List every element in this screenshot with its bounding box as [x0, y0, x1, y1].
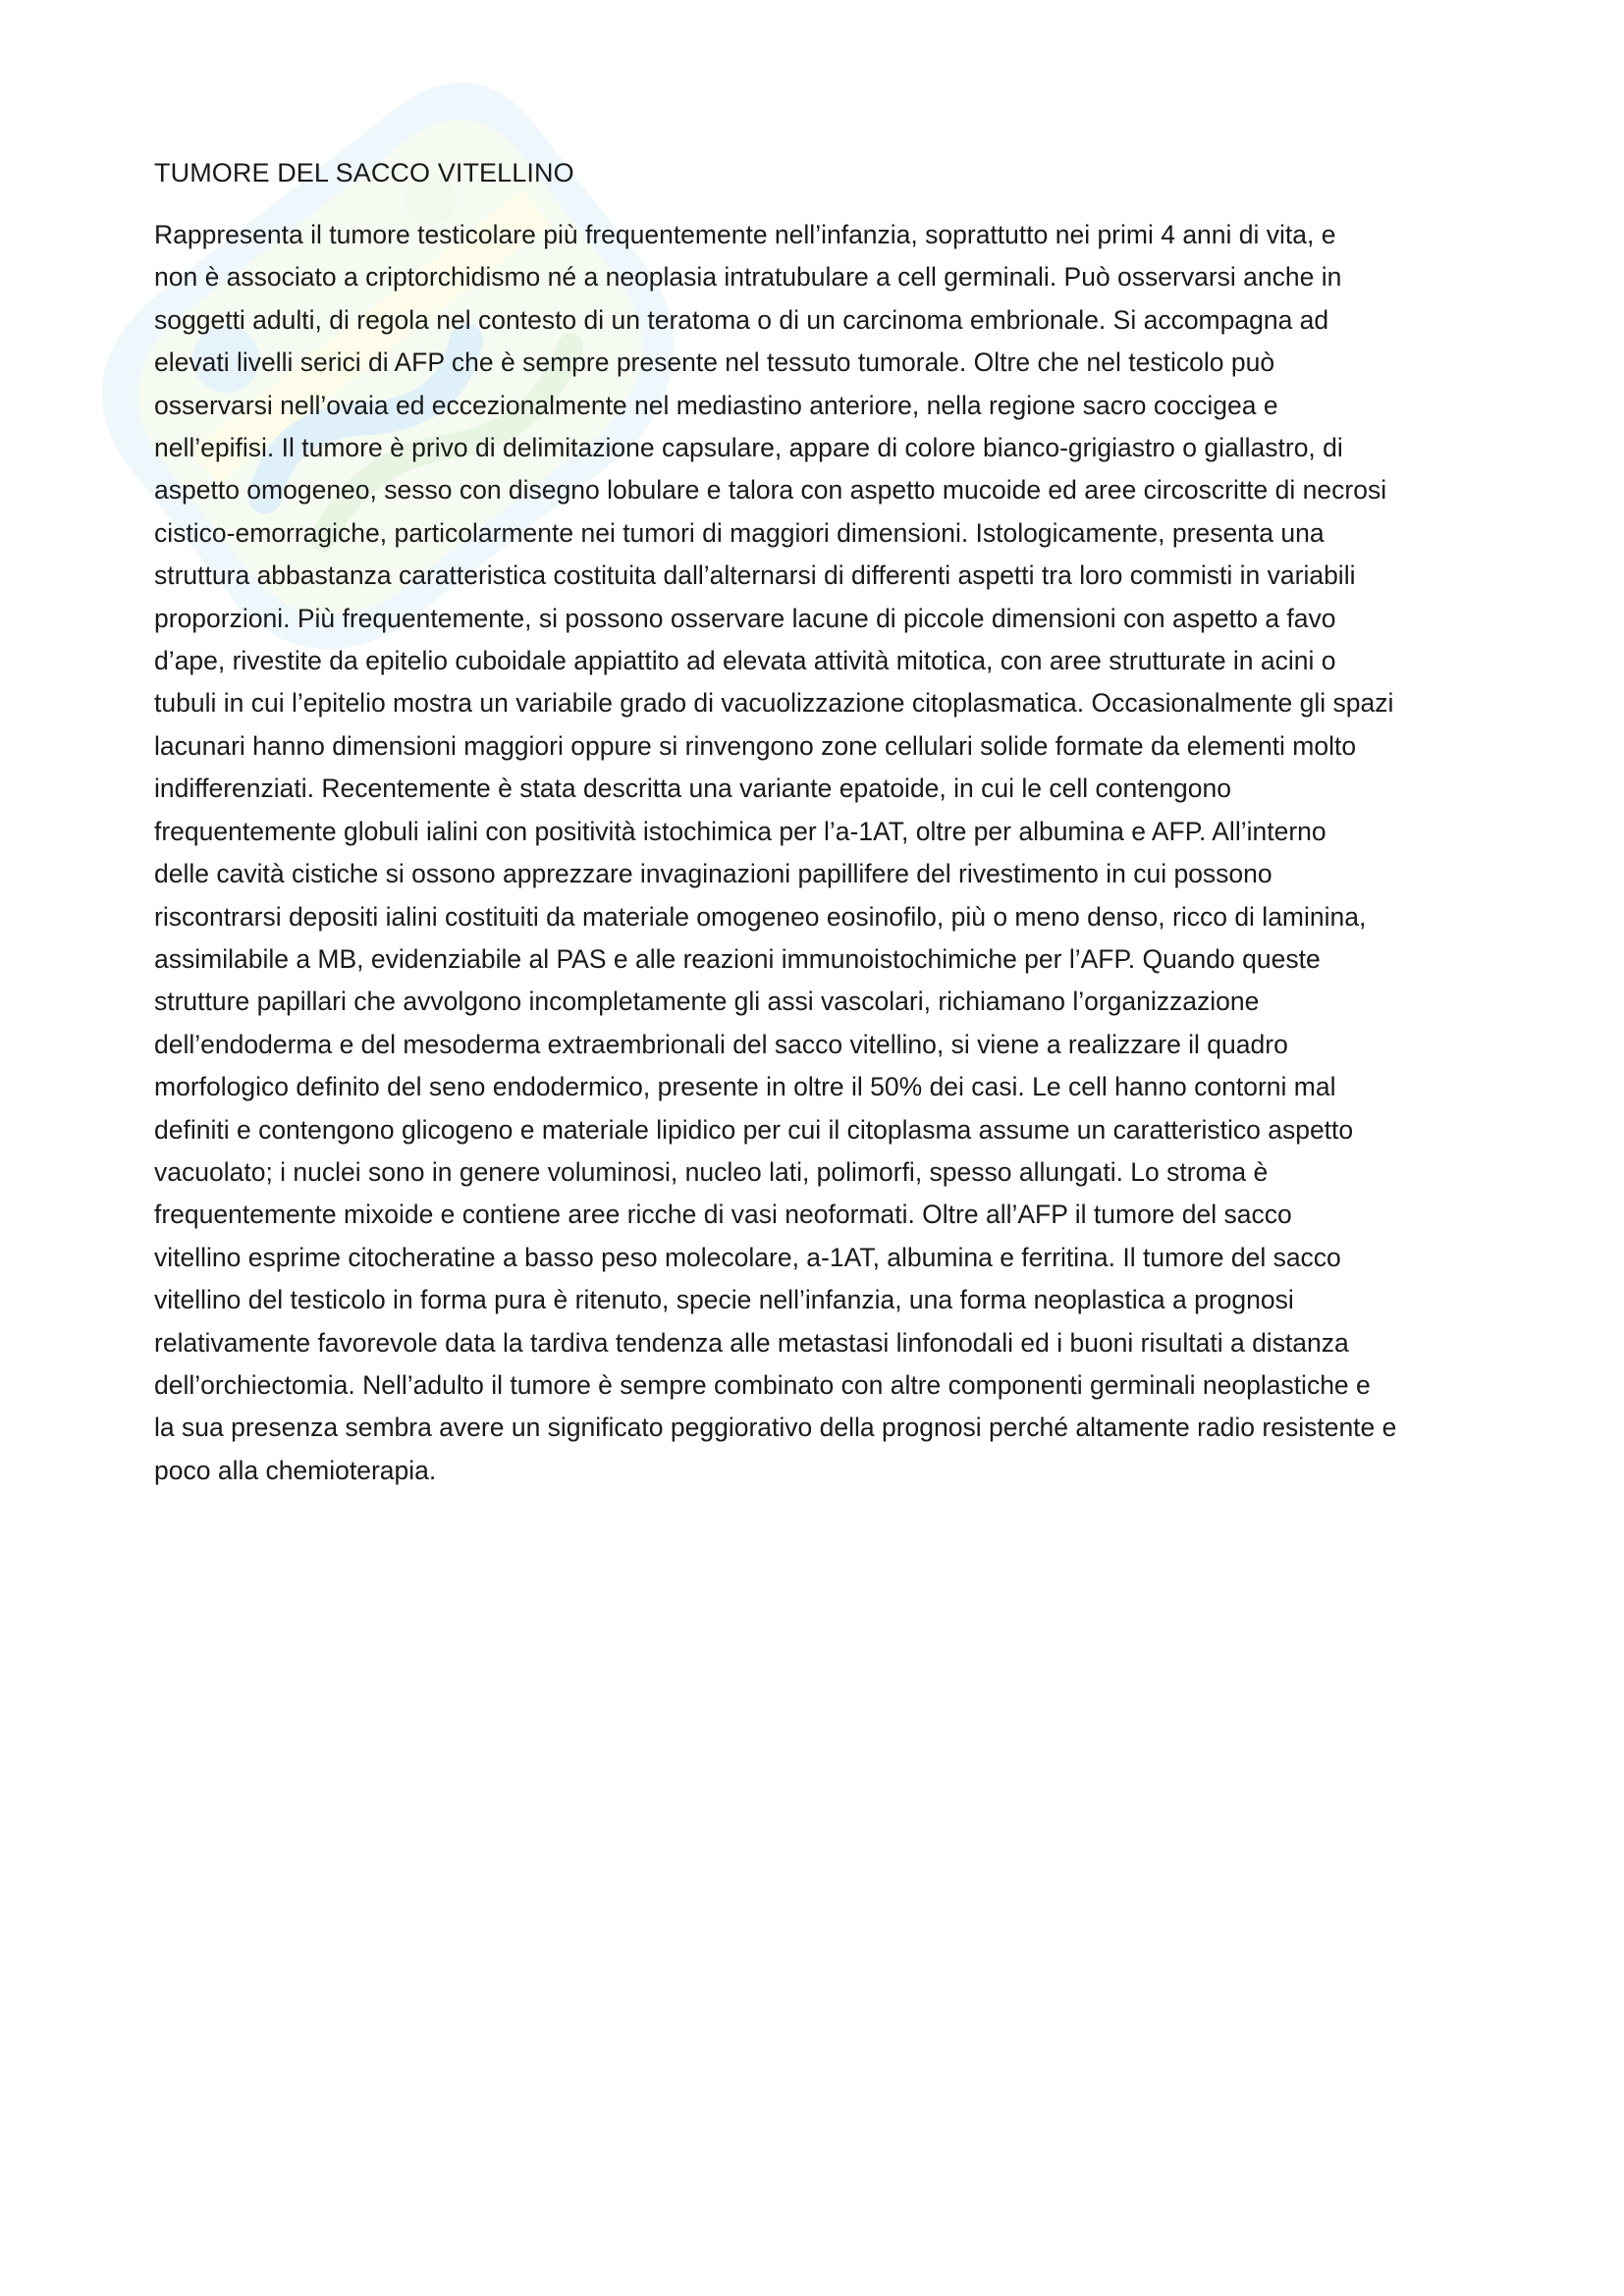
paragraph-line: assimilabile a MB, evidenziabile al PAS e alle reazioni immunoistochimiche per l’AFP. Quando queste	[154, 943, 1321, 974]
paragraph-line: morfologico definito del seno endodermico, presente in oltre il 50% dei casi. Le cell hanno contorni mal	[154, 1072, 1336, 1102]
document-content	[154, 152, 1482, 1492]
paragraph-line: proporzioni. Più frequentemente, si possono osservare lacune di piccole dimensioni con aspetto a favo	[154, 603, 1336, 633]
paragraph-line: Rappresenta il tumore testicolare più frequentemente nell’infanzia, soprattutto nei primi 4 anni di vita, e	[154, 220, 1336, 249]
document-paragraph	[154, 214, 1482, 1492]
paragraph-line: cistico-emorragiche, particolarmente nei tumori di maggiori dimensioni. Istologicamente, presenta una	[154, 517, 1325, 548]
paragraph-line: soggetti adulti, di regola nel contesto di un teratoma o di un carcinoma embrionale. Si accompagna ad	[154, 304, 1329, 335]
paragraph-line: strutture papillari che avvolgono incompletamente gli assi vascolari, richiamano l’organizzazione	[154, 987, 1260, 1017]
document-title: TUMORE DEL SACCO VITELLINO	[154, 158, 574, 187]
paragraph-line: frequentemente mixoide e contiene aree ricche di vasi neoformati. Oltre all’AFP il tumore del sacco	[154, 1200, 1292, 1230]
paragraph-line: vitellino del testicolo in forma pura è ritenuto, specie nell’infanzia, una forma neoplastica a prognosi	[154, 1285, 1294, 1315]
paragraph-line: tubuli in cui l’epitelio mostra un variabile grado di vacuolizzazione citoplasmatica. Occasionalmente gli spazi	[154, 688, 1394, 719]
paragraph-line: osservarsi nell’ovaia ed eccezionalmente nel mediastino anteriore, nella regione sacro coccigea e	[154, 390, 1278, 420]
paragraph-line: indifferenziati. Recentemente è stata descritta una variante epatoide, in cui le cell contengono	[154, 774, 1232, 804]
paragraph-line: dell’endoderma e del mesoderma extraembrionali del sacco vitellino, si viene a realizzare il quadro	[154, 1029, 1288, 1059]
paragraph-line: definiti e contengono glicogeno e materiale lipidico per cui il citoplasma assume un caratteristico aspetto	[154, 1114, 1354, 1145]
paragraph-line: riscontrarsi depositi ialini costituiti da materiale omogeneo eosinofilo, più o meno denso, ricco di laminina,	[154, 901, 1367, 932]
paragraph-line: vacuolato; i nuclei sono in genere voluminosi, nucleo lati, polimorfi, spesso allungati. Lo stroma è	[154, 1156, 1269, 1187]
paragraph-line: nell’epifisi. Il tumore è privo di delimitazione capsulare, appare di colore bianco-grigiastro o giallastro, di	[154, 433, 1343, 463]
paragraph-line: lacunari hanno dimensioni maggiori oppure si rinvengono zone cellulari solide formate da elementi molto	[154, 730, 1357, 761]
paragraph-line: frequentemente globuli ialini con positività istochimica per l’a-1AT, oltre per albumina e AFP. All’interno	[154, 816, 1326, 846]
paragraph-line: struttura abbastanza caratteristica costituita dall’alternarsi di differenti aspetti tra loro commisti in variabili	[154, 561, 1356, 591]
paragraph-line: delle cavità cistiche si ossono apprezzare invaginazioni papillifere del rivestimento in cui possono	[154, 859, 1272, 889]
paragraph-line: la sua presenza sembra avere un significato peggiorativo della prognosi perché altamente radio resistente e	[154, 1413, 1397, 1443]
paragraph-line: relativamente favorevole data la tardiva tendenza alle metastasi linfonodali ed i buoni risultati a distanza	[154, 1327, 1349, 1358]
paragraph-line: aspetto omogeneo, sesso con disegno lobulare e talora con aspetto mucoide ed aree circoscritte di necrosi	[154, 475, 1387, 506]
paragraph-line: dell’orchiectomia. Nell’adulto il tumore è sempre combinato con altre componenti germinali neoplastiche e	[154, 1369, 1371, 1400]
paragraph-line: non è associato a criptorchidismo né a neoplasia intratubulare a cell germinali. Può osservarsi anche in	[154, 262, 1342, 293]
paragraph-line: vitellino esprime citocheratine a basso peso molecolare, a-1AT, albumina e ferritina. Il tumore del sacco	[154, 1242, 1341, 1272]
paragraph-line: poco alla chemioterapia.	[154, 1455, 437, 1485]
paragraph-line: d’ape, rivestite da epitelio cuboidale appiattito ad elevata attività mitotica, con aree strutturate in acini o	[154, 646, 1336, 676]
paragraph-line: elevati livelli serici di AFP che è sempre presente nel tessuto tumorale. Oltre che nel testicolo può	[154, 347, 1275, 378]
